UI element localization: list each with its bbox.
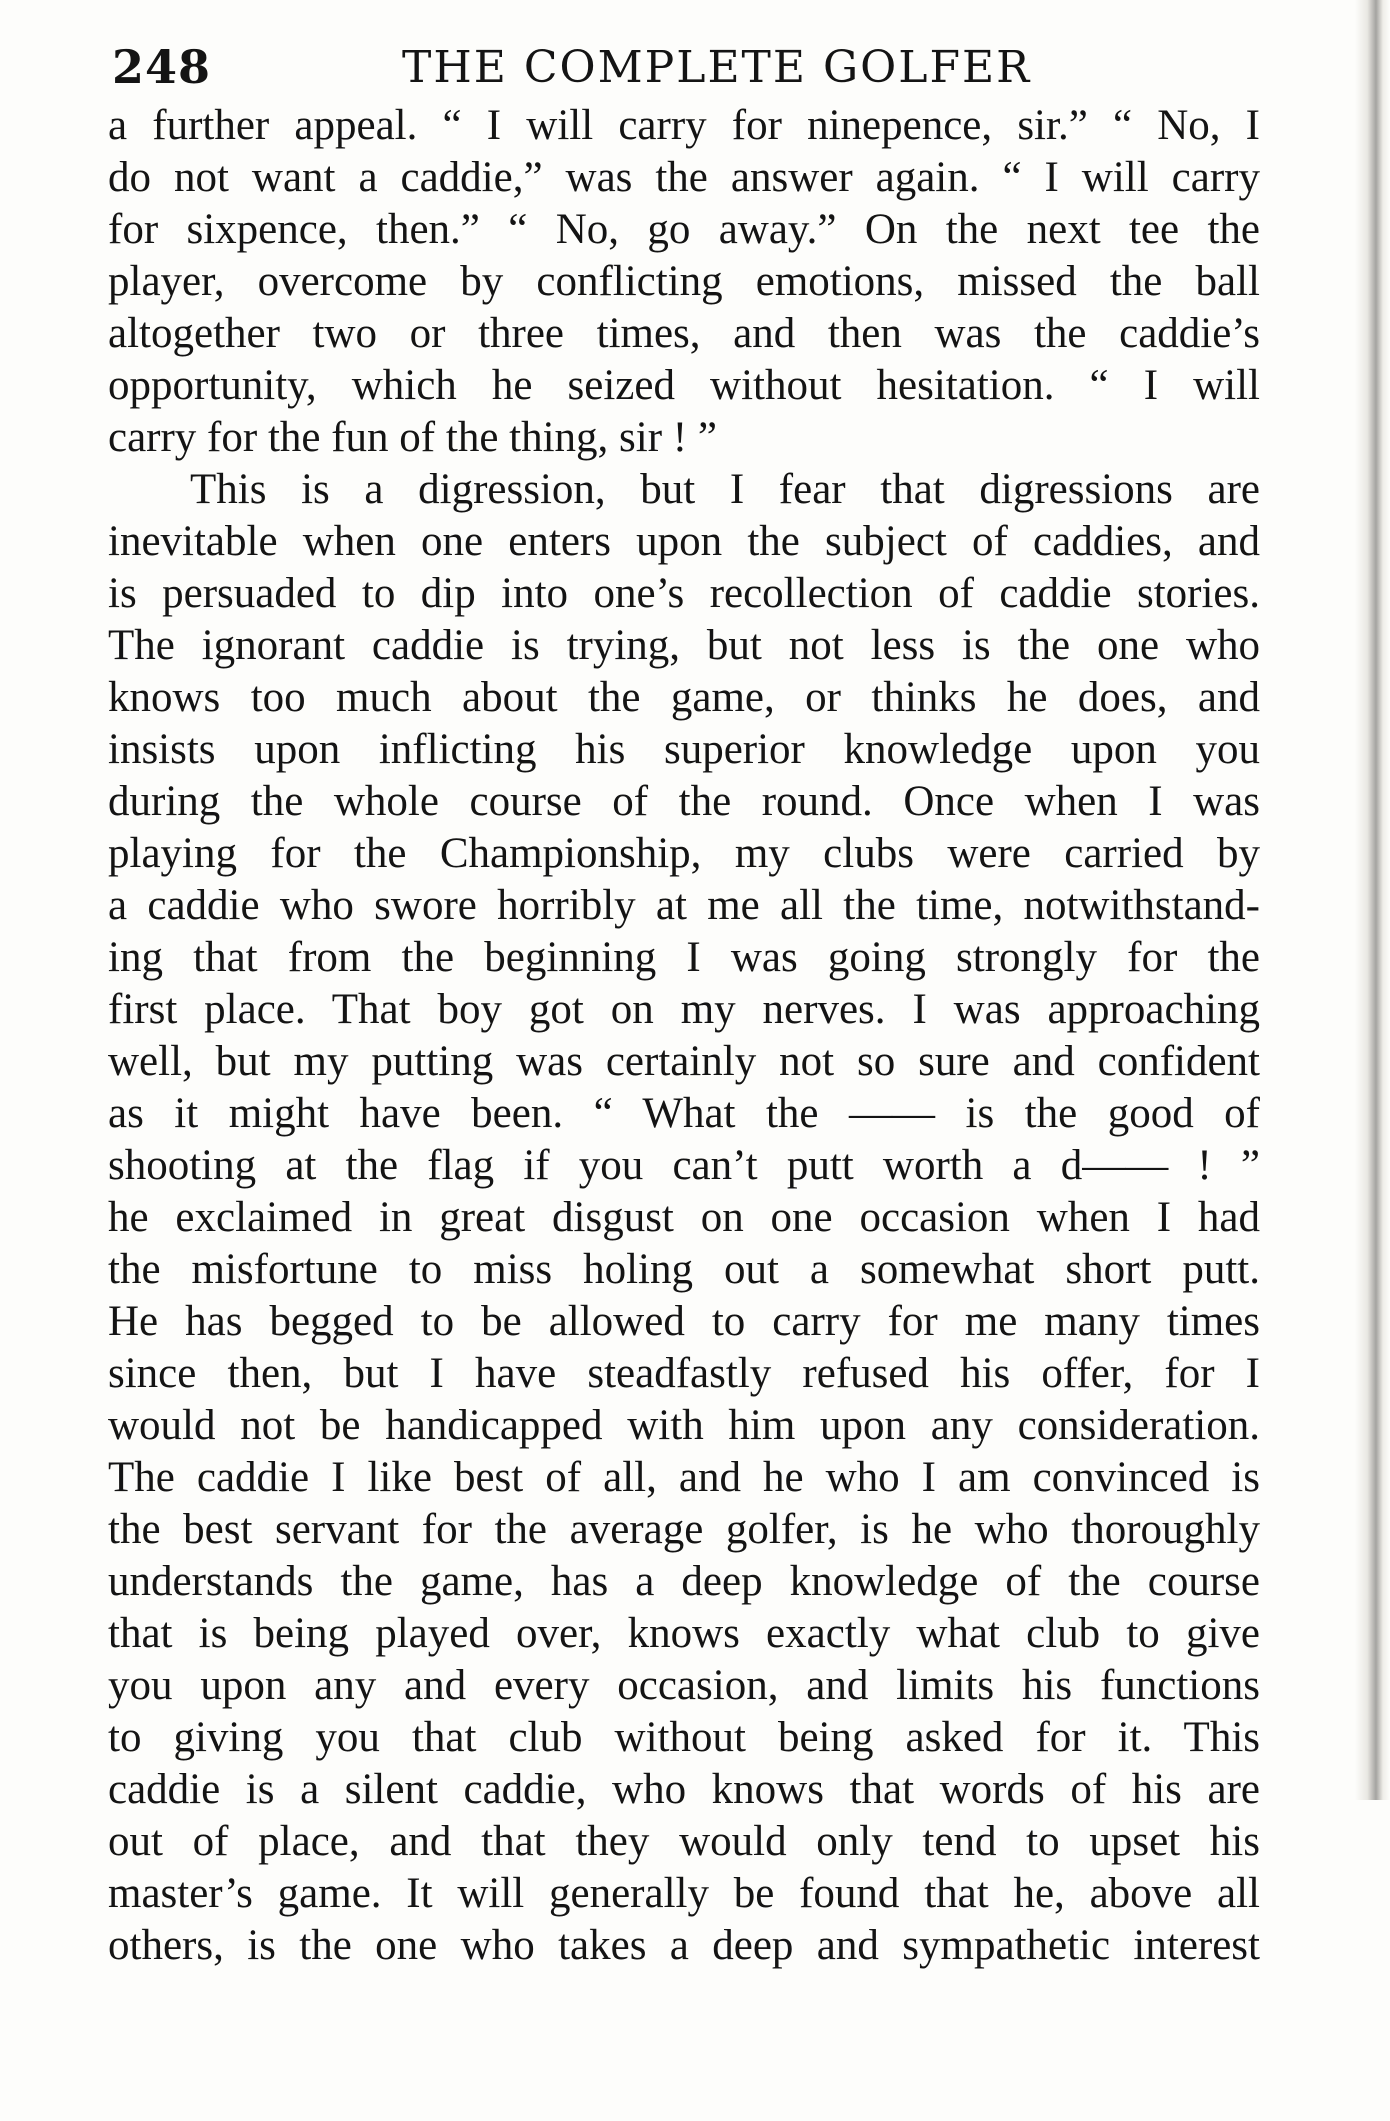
text-line: ing that from the beginning I was going strongly for the bbox=[108, 934, 1260, 981]
page-edge-shadow bbox=[1355, 0, 1390, 1800]
text-line: caddie is a silent caddie, who knows that words of his are bbox=[108, 1766, 1260, 1813]
text-line: during the whole course of the round. Once when I was bbox=[108, 778, 1260, 825]
text-line: to giving you that club without being asked for it. This bbox=[108, 1714, 1260, 1761]
text-line: shooting at the flag if you can’t putt worth a d—— ! ” bbox=[108, 1142, 1260, 1189]
text-line: you upon any and every occasion, and limits his functions bbox=[108, 1662, 1260, 1709]
text-line: a caddie who swore horribly at me all the time, notwithstand- bbox=[108, 882, 1260, 929]
text-line: player, overcome by conflicting emotions, missed the ball bbox=[108, 258, 1260, 305]
body-text bbox=[108, 100, 1260, 1972]
text-line: playing for the Championship, my clubs were carried by bbox=[108, 830, 1260, 877]
text-line: well, but my putting was certainly not so sure and confident bbox=[108, 1038, 1260, 1085]
text-line: inevitable when one enters upon the subject of caddies, and bbox=[108, 518, 1260, 565]
text-line: first place. That boy got on my nerves. I was approaching bbox=[108, 986, 1260, 1033]
text-line: the best servant for the average golfer, is he who thoroughly bbox=[108, 1506, 1260, 1553]
text-line: knows too much about the game, or thinks he does, and bbox=[108, 674, 1260, 721]
text-line: he exclaimed in great disgust on one occasion when I had bbox=[108, 1194, 1260, 1241]
text-line: opportunity, which he seized without hesitation. “ I will bbox=[108, 362, 1260, 409]
running-head: THE COMPLETE GOLFER bbox=[402, 42, 1032, 93]
text-line: The ignorant caddie is trying, but not less is the one who bbox=[108, 622, 1260, 669]
paragraph-start-line: This is a digression, but I fear that digressions are bbox=[190, 466, 1260, 513]
text-line: do not want a caddie,” was the answer again. “ I will carry bbox=[108, 154, 1260, 201]
text-line: The caddie I like best of all, and he who I am convinced is bbox=[108, 1454, 1260, 1501]
text-line: that is being played over, knows exactly what club to give bbox=[108, 1610, 1260, 1657]
text-line: master’s game. It will generally be found that he, above all bbox=[108, 1870, 1260, 1917]
text-line: out of place, and that they would only tend to upset his bbox=[108, 1818, 1260, 1865]
text-line: would not be handicapped with him upon any consideration. bbox=[108, 1402, 1260, 1449]
text-line: carry for the fun of the thing, sir ! ” bbox=[108, 414, 717, 461]
text-line: as it might have been. “ What the —— is the good of bbox=[108, 1090, 1260, 1137]
text-line: altogether two or three times, and then was the caddie’s bbox=[108, 310, 1260, 357]
text-line: others, is the one who takes a deep and sympathetic interest bbox=[108, 1922, 1260, 1969]
text-line: is persuaded to dip into one’s recollection of caddie stories. bbox=[108, 570, 1260, 617]
page-number: 248 bbox=[112, 40, 212, 94]
text-line: a further appeal. “ I will carry for ninepence, sir.” “ No, I bbox=[108, 102, 1260, 149]
text-line: understands the game, has a deep knowledge of the course bbox=[108, 1558, 1260, 1605]
text-line: for sixpence, then.” “ No, go away.” On the next tee the bbox=[108, 206, 1260, 253]
text-line: He has begged to be allowed to carry for me many times bbox=[108, 1298, 1260, 1345]
text-line: insists upon inflicting his superior knowledge upon you bbox=[108, 726, 1260, 773]
text-line: since then, but I have steadfastly refused his offer, for I bbox=[108, 1350, 1260, 1397]
text-line: the misfortune to miss holing out a somewhat short putt. bbox=[108, 1246, 1260, 1293]
page-header bbox=[112, 28, 1252, 100]
